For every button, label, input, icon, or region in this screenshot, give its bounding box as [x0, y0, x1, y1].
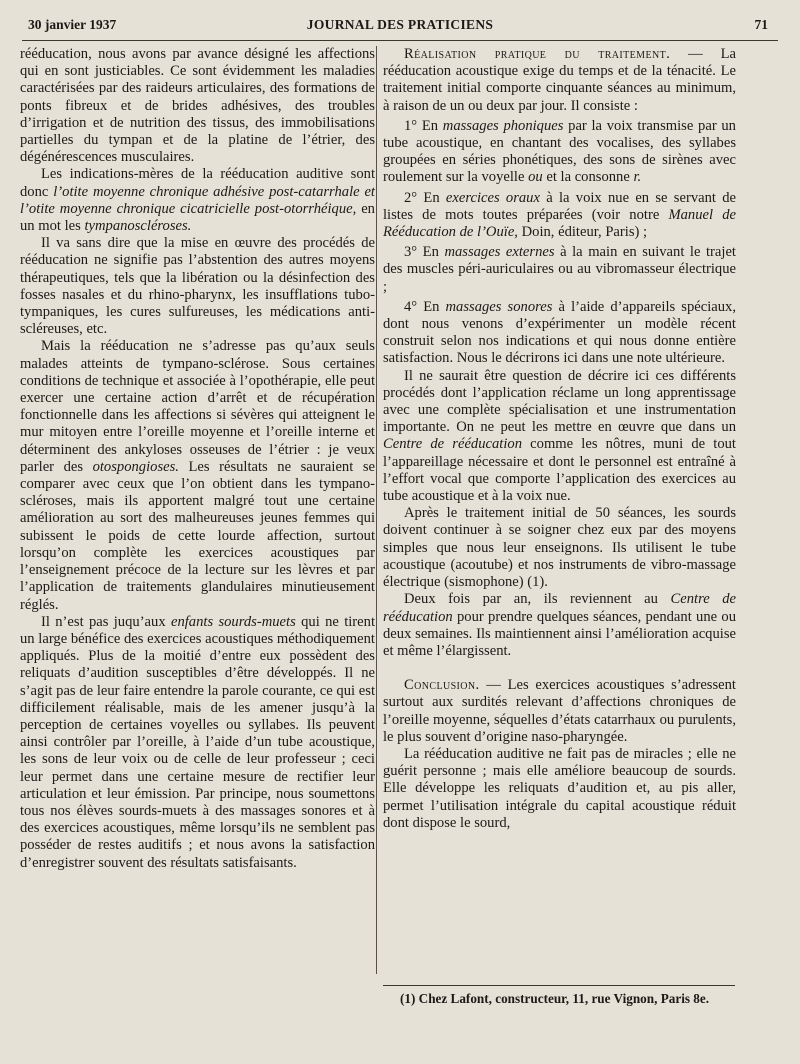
- emphasis: enfants sourds-muets: [170, 613, 296, 630]
- footnote: (1) Chez Lafont, constructeur, 11, rue Vignon, Paris 8e.: [400, 991, 710, 1006]
- paragraph: Il va sans dire que la mise en œuvre des procédés de rééducation ne signifie pas l’abstention des autres moyens thérapeutiques, tels que la libération ou la désinfection des fosses nasales et du rhino-pharynx, les insufflations tubo-tympaniques, les cures sulfureuses, les médications anti-scléreuses, etc.: [20, 235, 375, 338]
- right-column: [383, 46, 736, 832]
- journal-title: JOURNAL DES PRATICIENS: [306, 17, 494, 32]
- header-date: 30 janvier 1937: [28, 17, 117, 32]
- list-item: 4° En massages sonores à l’aide d’appareils spéciaux, dont nous venons d’expérimenter un modèle récent construit selon nos indications et qui nous donne entière satisfaction. Nous le décrirons ici dans une note ultérieure.: [383, 298, 736, 367]
- left-column: [20, 46, 375, 872]
- column-divider: [376, 46, 377, 974]
- footnote-rule: [383, 985, 735, 986]
- section-conclusion: Conclusion. — Les exercices acoustiques s’adressent surtout aux surdités relevant d’affections chroniques de l’oreille moyenne, séquelles d’états catarrhaux ou purulents, le plus souvent d’origine naso-pharyngée.: [383, 677, 736, 745]
- section-realisation: Réalisation pratique du traitement. — La rééducation acoustique exige du temps et de la ténacité. Le traitement initial comporte cinquante séances au minimum, à raison de un ou deux par jour. Il consiste :: [383, 46, 736, 114]
- list-item: 3° En massages externes à la main en suivant le trajet des muscles péri-auriculaires ou au vibromasseur électrique ;: [383, 244, 736, 295]
- page-number: 71: [754, 17, 768, 32]
- paragraph: Il n’est pas juqu’aux enfants sourds-muets qui ne tirent un large bénéfice des exercices acoustiques méthodiquement appliqués. Plus de la moitié d’entre eux possèdent des reliquats d’audition susceptibles d’être développés. Il ne s’agit pas de leur faire entendre la parole courante, ce qui est difficilement réalisable, mais de les amener jusqu’à la perception de certaines voyelles ou syllabes. Ils peuvent ainsi contrôler par l’oreille, à l’aide d’un tube acoustique, les sons de leur voix ou de celle de leur professeur ; ceci leur permet dans une certaine mesure de rectifier leur articulation et leur émission. Par principe, nous soumettons tous nos élèves sourds-muets à des massages sonores et à des exercices acoustiques, même lorsqu’ils ne semblent pas posséder de restes auditifs ; et nous avons la satisfaction d’enregistrer souvent des résultats satisfaisants.: [20, 613, 375, 871]
- paragraph: La rééducation auditive ne fait pas de miracles ; elle ne guérit personne ; mais elle améliore beaucoup de sourds. Elle développe les reliquats d’audition et, au pis aller, permet l’utilisation intégrale du capital acoustique réduit dont dispose le sourd,: [383, 745, 736, 831]
- emphasis: tympanoscléroses.: [84, 218, 192, 235]
- emphasis: l’otite moyenne chronique adhésive post-catarrhale et l’otite moyenne chronique cicatricielle post-otorrhéique,: [20, 183, 375, 217]
- paragraph: Deux fois par an, ils reviennent au Centre de rééducation pour prendre quelques séances, pendant une ou deux semaines. Ils maintiennent ainsi l’amélioration acquise et même l’élargissent.: [383, 591, 736, 659]
- list-item: 1° En massages phoniques par la voix transmise par un tube acoustique, en chantant des vocalises, des syllabes groupées en séries phonétiques, des sons de sirènes avec roulement sur la voyelle ou et la consonne r.: [383, 117, 736, 186]
- paragraph: Les indications-mères de la rééducation auditive sont donc l’otite moyenne chronique adhésive post-catarrhale et l’otite moyenne chronique cicatricielle post-otorrhéique, en un mot les tympanoscléroses.: [20, 166, 375, 235]
- emphasis: otospongioses.: [92, 458, 179, 475]
- paragraph: Après le traitement initial de 50 séances, les sourds doivent continuer à se soigner chez eux par des moyens simples que nous leur enseignons. Ils utilisent le tube acoustique (acoutube) et nos instruments de vibro-massage électrique (sismophone) (1).: [383, 505, 736, 591]
- page-header: [22, 10, 778, 41]
- paragraph: Il ne saurait être question de décrire ici ces différents procédés dont l’application réclame un long apprentissage avec une complète spécialisation et une instrumentation importante. On ne peut les mettre en œuvre que dans un Centre de rééducation comme les nôtres, muni de tout l’appareillage nécessaire et dont le personnel est entraîné à l’effort vocal que comporte l’application des exercices au tube acoustique et à la voix nue.: [383, 367, 736, 505]
- paragraph: Mais la rééducation ne s’adresse pas qu’aux seuls malades atteints de tympano-sclérose. Sous certaines conditions de technique et associée à l’opothérapie, elle peut exercer une certaine action d’arrêt et de récupération fonctionnelle dans les affections si sévères qui atteignent le mur mitoyen entre l’oreille moyenne et l’oreille interne et déterminent des ankyloses osseuses de l’étrier : je veux parler des otospongioses. Les résultats ne sauraient se comparer avec ceux que l’on obtient dans les tympano-scléroses, mais ils apportent malgré tout une certaine amélioration au sort des malheureuses jeunes femmes qui subissent le poids de cette lourde affection, surtout lorsqu’on complète les exercices acoustiques par l’enseignement précoce de la lecture sur les lèvres et par l’application de traitements glandulaires minutieusement réglés.: [20, 338, 375, 613]
- section-heading: Conclusion.: [404, 677, 480, 694]
- list-item: 2° En exercices oraux à la voix nue en se servant de listes de mots toutes préparées (voir notre Manuel de Rééducation de l’Ouïe, Doin, éditeur, Paris) ;: [383, 189, 736, 241]
- paragraph: rééducation, nous avons par avance désigné les affections qui en sont justiciables. Ce sont évidemment les maladies caractérisées par des raideurs articulaires, des formations de ponts fibreux et de brides adhésives, des troubles d’irrigation et de nutrition des tissus, des immobilisations partielles du tympan et de la platine de l’étrier, des dégénérescences musculaires.: [20, 46, 375, 166]
- section-heading: Réalisation pratique du traitement.: [404, 46, 671, 62]
